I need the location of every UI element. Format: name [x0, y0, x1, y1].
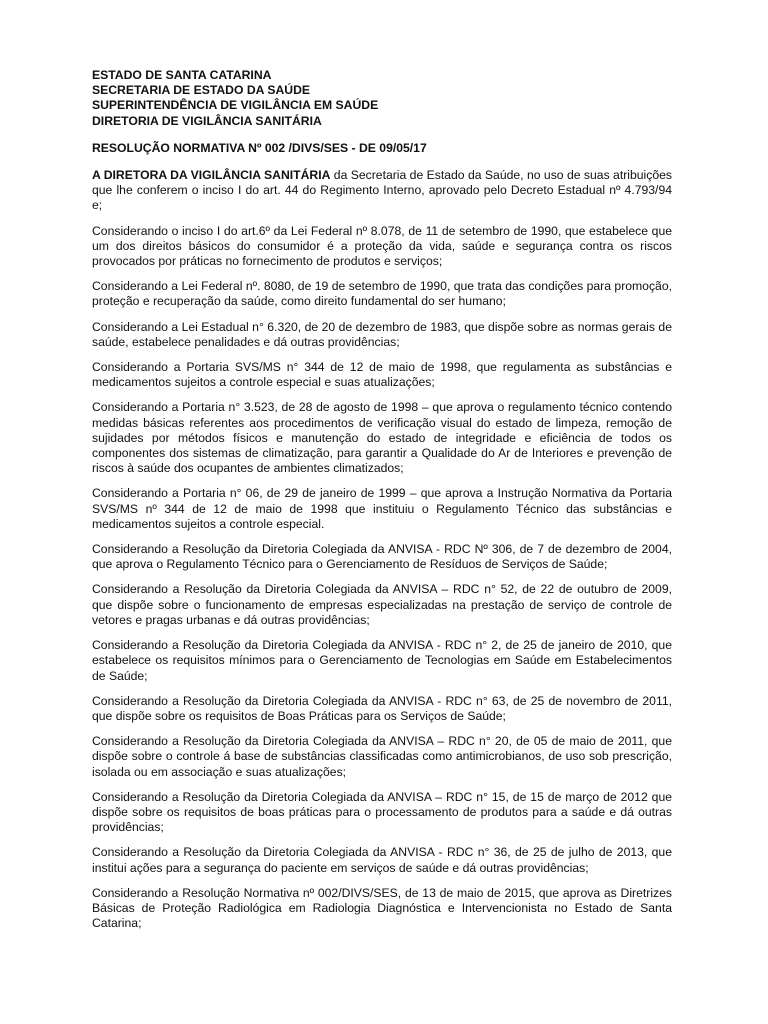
considering-paragraph-1: Considerando o inciso I do art.6º da Lei Federal nº 8.078, de 11 de setembro de 1990, que estabelece que um dos direitos básicos do consumidor é a proteção da vida, saúde e segurança contra os riscos provocados por práticas no fornecimento de produtos e serviços;	[92, 223, 672, 269]
header-line-superintendency: SUPERINTENDÊNCIA DE VIGILÂNCIA EM SAÚDE	[92, 98, 379, 113]
header-line-directorate: DIRETORIA DE VIGILÂNCIA SANITÁRIA	[92, 113, 322, 128]
considering-paragraph-2: Considerando a Lei Federal nº. 8080, de 19 de setembro de 1990, que trata das condições para promoção, proteção e recuperação da saúde, como direito fundamental do ser humano;	[92, 279, 672, 309]
considering-paragraph-6: Considerando a Portaria n° 06, de 29 de janeiro de 1999 – que aprova a Instrução Normativa da Portaria SVS/MS nº 344 de 12 de maio de 1998 que instituiu o Regulamento Técnico das substâncias e medicamentos sujeitos a controle especial.	[92, 486, 672, 531]
considering-paragraph-9: Considerando a Resolução da Diretoria Colegiada da ANVISA - RDC n° 2, de 25 de janeiro de 2010, que estabelece os requisitos mínimos para o Gerenciamento de Tecnologias em Saúde em Estabelecimentos de Saúde;	[92, 638, 672, 683]
considering-paragraph-4: Considerando a Portaria SVS/MS n° 344 de 12 de maio de 1998, que regulamenta as substâncias e medicamentos sujeitos a controle especial e suas atualizações;	[92, 360, 672, 390]
considering-paragraph-13: Considerando a Resolução da Diretoria Colegiada da ANVISA - RDC n° 36, de 25 de julho de 2013, que institui ações para a segurança do paciente em serviços de saúde e dá outras providências;	[92, 845, 672, 875]
intro-paragraph	[92, 168, 672, 214]
considering-paragraph-12: Considerando a Resolução da Diretoria Colegiada da ANVISA – RDC n° 15, de 15 de março de 2012 que dispõe sobre os requisitos de boas práticas para o processamento de produtos para a saúde e dá outras providências;	[92, 789, 672, 835]
considering-paragraph-14: Considerando a Resolução Normativa nº 002/DIVS/SES, de 13 de maio de 2015, que aprova as Diretrizes Básicas de Proteção Radiológica em Radiologia Diagnóstica e Intervencionista no Estado de Santa Catarina;	[92, 885, 672, 931]
considering-paragraph-3: Considerando a Lei Estadual n° 6.320, de 20 de dezembro de 1983, que dispõe sobre as normas gerais de saúde, estabelece penalidades e dá outras providências;	[92, 319, 672, 349]
resolution-title: RESOLUÇÃO NORMATIVA Nº 002 /DIVS/SES - DE 09/05/17	[92, 140, 427, 155]
header-line-secretariat: SECRETARIA DE ESTADO DA SAÚDE	[92, 83, 311, 98]
considering-paragraph-5: Considerando a Portaria n° 3.523, de 28 de agosto de 1998 – que aprova o regulamento técnico contendo medidas básicas referentes aos procedimentos de verificação visual do estado de limpeza, remoção de sujidades por métodos físicos e manutenção do estado de integridade e eficiência de todos os componentes dos sistemas de climatização, para garantir a Qualidade do Ar de Interiores e prevenção de riscos à saúde dos ocupantes de ambientes climatizados;	[92, 400, 672, 476]
document-page	[92, 68, 672, 941]
considering-paragraph-11: Considerando a Resolução da Diretoria Colegiada da ANVISA – RDC n° 20, de 05 de maio de 2011, que dispõe sobre o controle á base de substâncias classificadas como antimicrobianos, de uso sob prescrição, isolada ou em associação e suas atualizações;	[92, 734, 672, 779]
intro-lead: A DIRETORA DA VIGILÂNCIA SANITÁRIA	[92, 168, 331, 183]
considering-paragraph-10: Considerando a Resolução da Diretoria Colegiada da ANVISA - RDC n° 63, de 25 de novembro de 2011, que dispõe sobre os requisitos de Boas Práticas para os Serviços de Saúde;	[92, 693, 672, 723]
intro-text: da Secretaria de Estado da Saúde, no uso de suas atribuições que lhe conferem o inciso I do art. 44 do Regimento Interno, aprovado pelo Decreto Estadual nº 4.793/94 e;	[92, 168, 672, 213]
considering-paragraph-8: Considerando a Resolução da Diretoria Colegiada da ANVISA – RDC n° 52, de 22 de outubro de 2009, que dispõe sobre o funcionamento de empresas especializadas na prestação de serviço de controle de vetores e pragas urbanas e dá outras providências;	[92, 582, 672, 627]
header-line-state: ESTADO DE SANTA CATARINA	[92, 68, 272, 82]
document-header	[92, 68, 672, 129]
considering-paragraph-7: Considerando a Resolução da Diretoria Colegiada da ANVISA - RDC Nº 306, de 7 de dezembro de 2004, que aprova o Regulamento Técnico para o Gerenciamento de Resíduos de Serviços de Saúde;	[92, 542, 672, 572]
